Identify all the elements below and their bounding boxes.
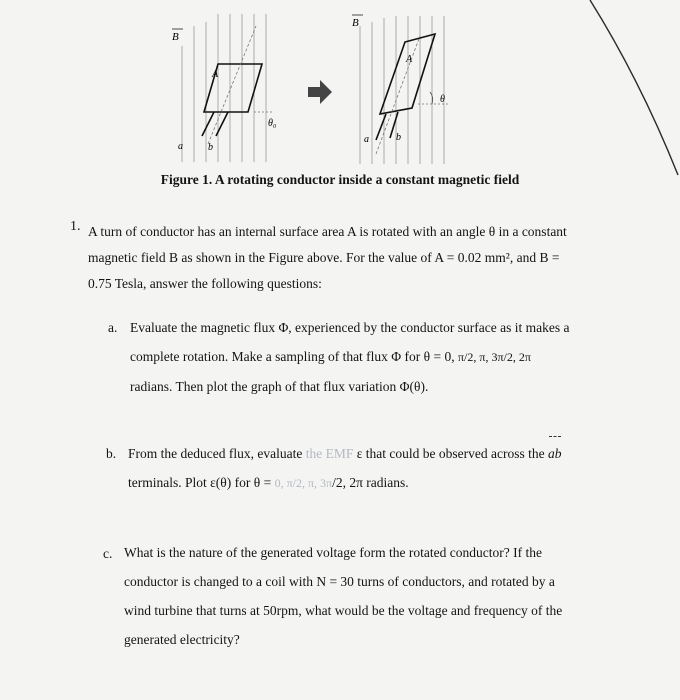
question-number: 1. [70,219,81,234]
part-a-line-3: radians. Then plot the graph of that flux variation Φ(θ). [130,379,429,394]
part-a-angles: π/2, π, 3π/2, 2π [458,350,531,364]
area-label-right: A [406,54,413,65]
part-b-line-1-faded: the EMF [305,446,354,461]
terminal-a-right: a [364,134,369,145]
terminal-b-right: b [396,132,401,143]
part-c-label: c. [103,546,113,561]
field-lines-left [182,14,266,162]
part-b-line-2-pre: terminals. Plot ε(θ) for θ = [128,475,272,490]
rotation-arrow [308,80,332,104]
part-a-line-1: Evaluate the magnetic flux Φ, experienced by the conductor surface as it makes a [130,320,570,335]
conductor-loop-right [376,34,435,140]
part-a-label: a. [108,320,118,335]
part-c-line-2: conductor is changed to a coil with N = 30 turns of conductors, and rotated by a [124,574,555,589]
part-b-line-2 [128,468,628,498]
terminal-a-left: a [178,141,183,152]
rotating-conductor-figure [150,4,480,169]
theta-label: θ [440,94,445,105]
part-b-line-1-pre: From the deduced flux, evaluate [128,446,303,461]
part-a-line-2 [130,342,620,372]
question-line-1: A turn of conductor has an internal surface area A is rotated with an angle θ in a constant [88,224,567,239]
part-b-line-2-faded: 0, π/2, π, 3π [274,476,333,490]
part-c-line-3: wind turbine that turns at 50rpm, what would be the voltage and frequency of the [124,603,563,618]
part-b-line-2-post: /2, 2π radians. [332,475,409,490]
part-c-line-1: What is the nature of the generated voltage form the rotated conductor? If the [124,545,542,560]
b-field-vector-right [352,15,363,29]
area-label-left: A [212,69,219,80]
question-line-2: magnetic field B as shown in the Figure above. For the value of A = 0.02 mm², and B = [88,250,560,265]
question-text [88,219,608,297]
part-c-line-4: generated electricity? [124,632,240,647]
b-label-left: B [172,31,179,43]
part-a-text [130,313,620,401]
theta0-label: θ₀ [268,118,277,129]
part-b-label: b. [106,446,117,461]
figure-caption: Figure 1. A rotating conductor inside a constant magnetic field [160,172,520,187]
field-lines-right [360,16,444,164]
b-label-right: B [352,17,359,29]
terminal-b-left: b [208,142,213,153]
part-b-line-1 [128,439,628,468]
part-a-line-2-text: complete rotation. Make a sampling of that flux Φ for θ = 0, [130,349,455,364]
part-b-text [128,439,628,498]
part-c-text [124,538,629,654]
b-field-vector-left [172,29,183,43]
question-line-3: 0.75 Tesla, answer the following questions: [88,276,322,291]
terminals-symbol: ab [548,439,562,468]
conductor-loop-left [202,64,262,136]
part-b-line-1-post: ε that could be observed across the [356,446,545,461]
